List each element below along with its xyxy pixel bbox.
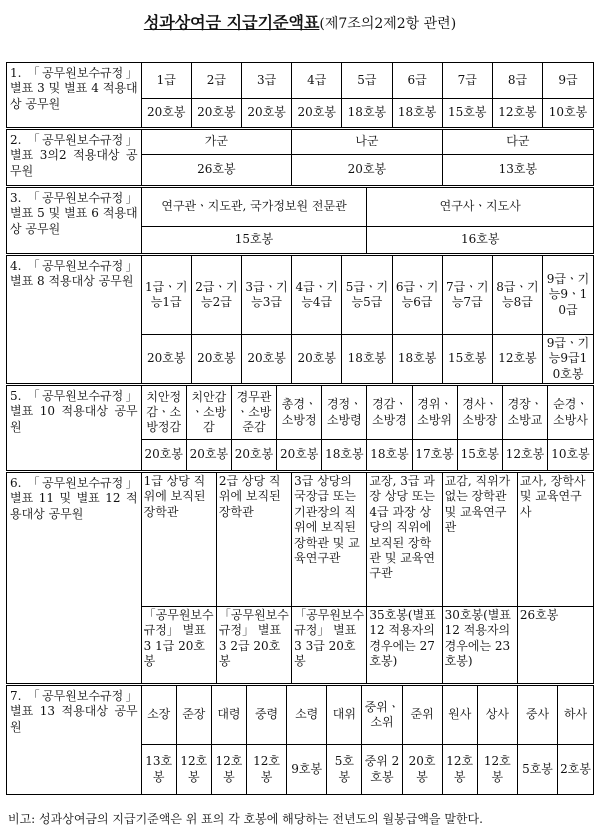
grade-cell: 경장ㆍ소방교 [502, 385, 547, 440]
grade-cell: 1급ㆍ기능1급 [141, 255, 191, 335]
grade-cell: 중령 [247, 685, 287, 745]
section-7-grades-row [7, 685, 594, 745]
value-cell: 12호봉 [176, 745, 211, 795]
section-3-label: 3. 「공무원보수규정」 별표 5 및 별표 6 적용대상 공무원 [7, 187, 142, 255]
value-cell: 35호봉(별표 12 적용자의 경우에는 27호봉) [367, 607, 442, 685]
grade-cell: 대령 [211, 685, 246, 745]
value-cell: 15호봉 [141, 227, 367, 255]
grade-cell: 경정ㆍ소방령 [322, 385, 367, 440]
section-1-label: 1. 「공무원보수규정」 별표 3 및 별표 4 적용대상 공무원 [7, 63, 142, 129]
grade-cell: 2급 [191, 63, 241, 99]
grade-cell: 교감, 직위가 없는 장학관 및 교육연구관 [442, 472, 517, 607]
criteria-table-body [7, 63, 594, 795]
grade-cell: 상사 [477, 685, 517, 745]
value-cell: 20호봉 [277, 440, 322, 472]
value-cell: 5호봉 [517, 745, 557, 795]
value-cell: 9호봉 [287, 745, 327, 795]
value-cell: 20호봉 [241, 335, 291, 385]
grade-cell: 원사 [442, 685, 477, 745]
value-cell: 12호봉 [492, 335, 542, 385]
value-cell: 20호봉 [141, 440, 186, 472]
value-cell: 20호봉 [292, 335, 342, 385]
value-cell: 「공무원보수규정」 별표 3 2급 20호봉 [216, 607, 291, 685]
value-cell: 20호봉 [231, 440, 276, 472]
grade-cell: 연구관ㆍ지도관, 국가정보원 전문관 [141, 187, 367, 227]
value-cell: 12호봉 [477, 745, 517, 795]
grade-cell: 6급ㆍ기능6급 [392, 255, 442, 335]
grade-cell: 6급 [392, 63, 442, 99]
grade-cell: 준장 [176, 685, 211, 745]
grade-cell: 나군 [292, 129, 443, 155]
value-cell: 15호봉 [442, 99, 492, 129]
value-cell: 20호봉 [402, 745, 442, 795]
grade-cell: 1급 [141, 63, 191, 99]
grade-cell: 경위ㆍ소방위 [412, 385, 457, 440]
value-cell: 10호봉 [543, 99, 594, 129]
value-cell: 12호봉 [502, 440, 547, 472]
section-6-label: 6. 「공무원보수규정」 별표 11 및 별표 12 적용대상 공무원 [7, 472, 142, 685]
value-cell: 20호봉 [292, 155, 443, 187]
grade-cell: 9급 [543, 63, 594, 99]
value-cell: 5호봉 [327, 745, 362, 795]
grade-cell: 2급 상당 직위에 보직된 장학관 [216, 472, 291, 607]
section-2-grades-row [7, 129, 594, 155]
grade-cell: 4급ㆍ기능4급 [292, 255, 342, 335]
section-6-grades-row [7, 472, 594, 607]
grade-cell: 3급 상당의 국장급 또는 기관장의 직위에 보직된 장학관 및 교육연구관 [292, 472, 367, 607]
grade-cell: 8급 [492, 63, 542, 99]
grade-cell: 경무관ㆍ소방준감 [231, 385, 276, 440]
value-cell: 12호봉 [247, 745, 287, 795]
value-cell: 13호봉 [141, 745, 176, 795]
grade-cell: 중사 [517, 685, 557, 745]
value-cell: 20호봉 [292, 99, 342, 129]
page-title [0, 10, 600, 33]
value-cell: 18호봉 [367, 440, 412, 472]
grade-cell: 소장 [141, 685, 176, 745]
grade-cell: 연구사ㆍ지도사 [367, 187, 594, 227]
grade-cell: 1급 상당 직위에 보직된 장학관 [141, 472, 216, 607]
value-cell: 20호봉 [241, 99, 291, 129]
section-5-grades-row [7, 385, 594, 440]
grade-cell: 교사, 장학사 및 교육연구사 [517, 472, 593, 607]
value-cell: 「공무원보수규정」 별표 3 3급 20호봉 [292, 607, 367, 685]
value-cell: 18호봉 [392, 335, 442, 385]
value-cell: 12호봉 [211, 745, 246, 795]
grade-cell: 5급 [342, 63, 392, 99]
value-cell: 26호봉 [141, 155, 292, 187]
title-sub: (제7조의2제2항 관련) [319, 16, 457, 32]
criteria-table [6, 62, 594, 795]
value-cell: 16호봉 [367, 227, 594, 255]
value-cell: 20호봉 [191, 99, 241, 129]
value-cell: 30호봉(별표 12 적용자의 경우에는 23호봉) [442, 607, 517, 685]
grade-cell: 치안정감ㆍ소방정감 [141, 385, 186, 440]
grade-cell: 3급ㆍ기능3급 [241, 255, 291, 335]
section-7-label: 7. 「공무원보수규정」 별표 13 적용대상 공무원 [7, 685, 142, 795]
value-cell: 15호봉 [442, 335, 492, 385]
value-cell: 9급ㆍ기능9급10호봉 [543, 335, 594, 385]
value-cell: 18호봉 [342, 99, 392, 129]
grade-cell: 교장, 3급 과장 상당 또는 4급 과장 상당의 직위에 보직된 장학관 및 교육연구관 [367, 472, 442, 607]
grade-cell: 순경ㆍ소방사 [548, 385, 594, 440]
value-cell: 20호봉 [191, 335, 241, 385]
value-cell: 중위 2호봉 [362, 745, 402, 795]
value-cell: 20호봉 [141, 99, 191, 129]
grade-cell: 하사 [558, 685, 594, 745]
grade-cell: 9급ㆍ기능9ㆍ10급 [543, 255, 594, 335]
grade-cell: 3급 [241, 63, 291, 99]
value-cell: 10호봉 [548, 440, 594, 472]
section-4-label: 4. 「공무원보수규정」 별표 8 적용대상 공무원 [7, 255, 142, 385]
value-cell: 15호봉 [457, 440, 502, 472]
section-5-label: 5. 「공무원보수규정」 별표 10 적용대상 공무원 [7, 385, 142, 472]
footnote: 비고: 성과상여금의 지급기준액은 위 표의 각 호봉에 해당하는 전년도의 월봉급액을 말한다. [8, 812, 483, 826]
value-cell: 18호봉 [342, 335, 392, 385]
value-cell: 12호봉 [442, 745, 477, 795]
value-cell: 17호봉 [412, 440, 457, 472]
grade-cell: 7급 [442, 63, 492, 99]
grade-cell: 중위ㆍ소위 [362, 685, 402, 745]
section-2-label: 2. 「공무원보수규정」 별표 3의2 적용대상 공무원 [7, 129, 142, 187]
value-cell: 18호봉 [322, 440, 367, 472]
grade-cell: 5급ㆍ기능5급 [342, 255, 392, 335]
grade-cell: 치안감ㆍ소방감 [186, 385, 231, 440]
value-cell: 「공무원보수규정」 별표 3 1급 20호봉 [141, 607, 216, 685]
grade-cell: 소령 [287, 685, 327, 745]
grade-cell: 가군 [141, 129, 292, 155]
grade-cell: 경감ㆍ소방경 [367, 385, 412, 440]
section-4-grades-row [7, 255, 594, 335]
value-cell: 20호봉 [141, 335, 191, 385]
grade-cell: 총경ㆍ소방정 [277, 385, 322, 440]
value-cell: 2호봉 [558, 745, 594, 795]
grade-cell: 8급ㆍ기능8급 [492, 255, 542, 335]
value-cell: 12호봉 [492, 99, 542, 129]
value-cell: 18호봉 [392, 99, 442, 129]
grade-cell: 7급ㆍ기능7급 [442, 255, 492, 335]
grade-cell: 4급 [292, 63, 342, 99]
value-cell: 20호봉 [186, 440, 231, 472]
grade-cell: 다군 [442, 129, 593, 155]
title-main: 성과상여금 지급기준액표 [143, 13, 320, 32]
grade-cell: 2급ㆍ기능2급 [191, 255, 241, 335]
grade-cell: 대위 [327, 685, 362, 745]
grade-cell: 준위 [402, 685, 442, 745]
value-cell: 13호봉 [442, 155, 593, 187]
value-cell: 26호봉 [517, 607, 593, 685]
grade-cell: 경사ㆍ소방장 [457, 385, 502, 440]
section-1-grades-row [7, 63, 594, 99]
section-3-grades-row [7, 187, 594, 227]
